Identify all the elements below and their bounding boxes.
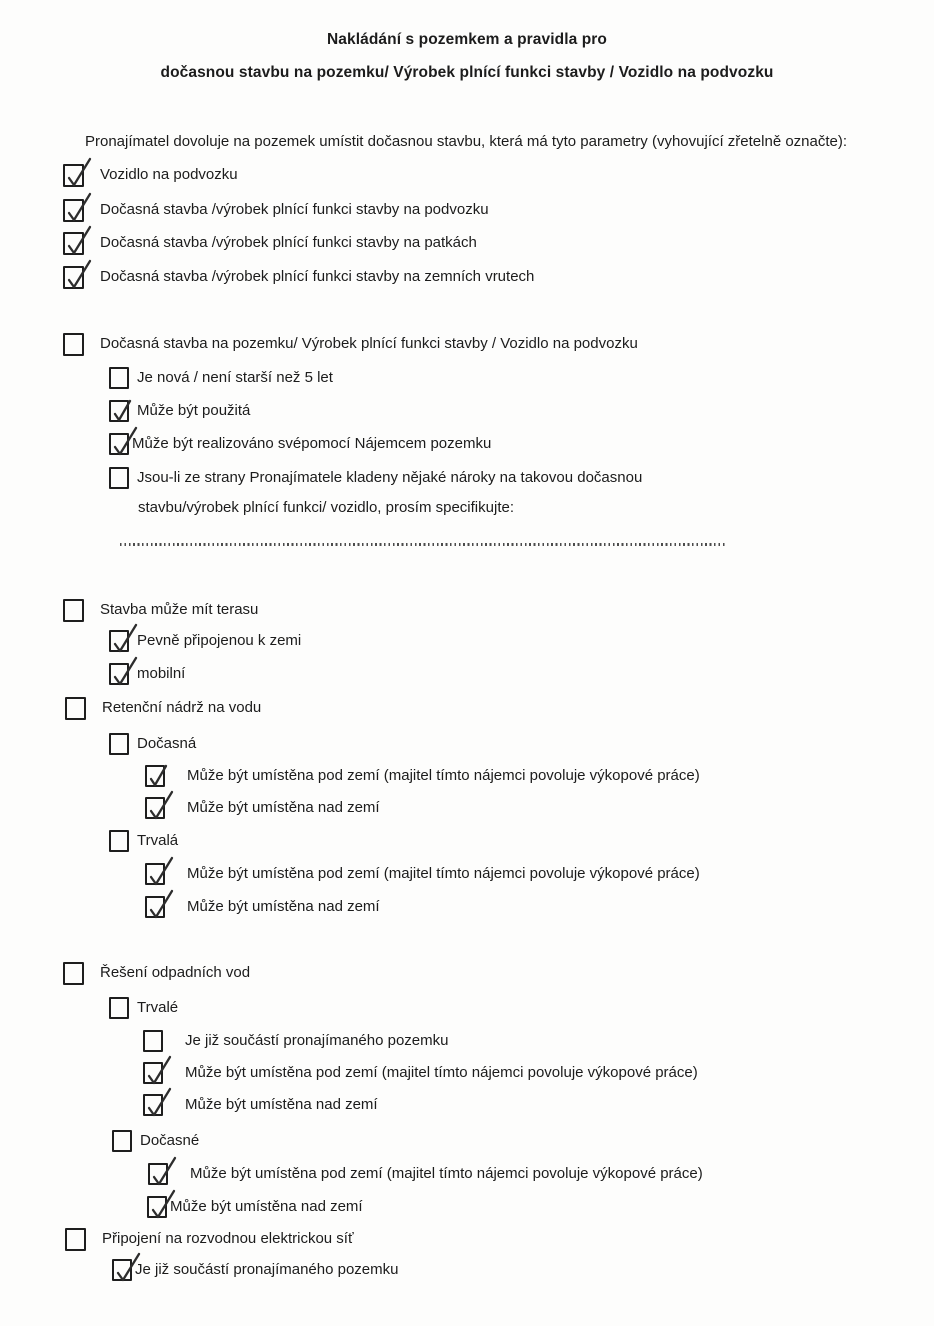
checkbox-row — [109, 400, 250, 422]
checkbox[interactable] — [109, 467, 129, 489]
checkmark-icon — [110, 397, 134, 425]
checkbox-row — [109, 733, 196, 755]
intro-paragraph: Pronajímatel dovoluje na pozemek umístit dočasnou stavbu, která má tyto parametry (vyhovující zřetelně označte): — [85, 133, 848, 150]
form-title-line2: dočasnou stavbu na pozemku/ Výrobek plnící funkci stavby / Vozidlo na podvozku — [160, 64, 774, 81]
checkbox-label: Může být umístěna pod zemí (majitel tímto nájemci povoluje výkopové práce) — [190, 1165, 703, 1182]
checkbox-label: Je nová / není starší než 5 let — [137, 369, 333, 386]
checkbox-row — [109, 630, 301, 652]
checkbox-label: Je již součástí pronajímaného pozemku — [185, 1032, 449, 1049]
checkbox[interactable] — [145, 797, 165, 819]
checkbox-label: Dočasná stavba /výrobek plnící funkci stavby na patkách — [100, 234, 477, 251]
checkbox[interactable] — [109, 433, 129, 455]
checkbox-row — [63, 333, 638, 356]
checkbox-label-line2: stavbu/výrobek plnící funkci/ vozidlo, prosím specifikujte: — [138, 499, 514, 516]
checkbox-label: Může být realizováno svépomocí Nájemcem pozemku — [132, 435, 492, 452]
checkbox-row — [63, 199, 489, 222]
checkbox-row — [143, 1030, 448, 1052]
checkbox[interactable] — [63, 266, 84, 289]
checkbox[interactable] — [109, 830, 129, 852]
checkbox-label: Trvalá — [137, 832, 179, 849]
checkmark-icon — [143, 1050, 173, 1088]
checkbox-row — [109, 830, 178, 852]
checkbox[interactable] — [63, 232, 84, 255]
form-title-line1: Nakládání s pozemkem a pravidla pro — [326, 31, 608, 48]
checkbox[interactable] — [143, 1062, 163, 1084]
checkbox-row — [109, 467, 642, 489]
checkbox[interactable] — [145, 765, 165, 787]
checkbox-row — [143, 1094, 378, 1116]
checkmark-icon — [146, 762, 170, 790]
checkbox-label: Pevně připojenou k zemi — [137, 632, 302, 649]
checkbox[interactable] — [112, 1259, 132, 1281]
checkbox[interactable] — [145, 863, 165, 885]
checkbox[interactable] — [109, 733, 129, 755]
checkbox-label: Může být umístěna pod zemí (majitel tímto nájemci povoluje výkopové práce) — [185, 1064, 698, 1081]
checkbox-row — [63, 232, 477, 255]
fill-in-dotted-line[interactable] — [120, 543, 725, 546]
checkbox[interactable] — [109, 997, 129, 1019]
checkbox-row — [112, 1259, 398, 1281]
checkmark-icon — [148, 1151, 178, 1189]
checkbox-row — [143, 1062, 698, 1084]
checkbox-row — [148, 1163, 703, 1185]
checkbox-label: Jsou-li ze strany Pronajímatele kladeny nějaké nároky na takovou dočasnou — [137, 469, 643, 486]
checkbox[interactable] — [112, 1130, 132, 1152]
checkbox-row — [145, 797, 380, 819]
checkbox-label: Dočasná stavba na pozemku/ Výrobek plnící funkci stavby / Vozidlo na podvozku — [100, 335, 638, 352]
checkbox[interactable] — [143, 1094, 163, 1116]
checkbox[interactable] — [63, 164, 84, 187]
checkbox-label: Může být umístěna nad zemí — [187, 898, 380, 915]
checkbox-row — [145, 896, 380, 918]
checkbox-label: Připojení na rozvodnou elektrickou síť — [102, 1230, 354, 1247]
checkbox[interactable] — [63, 599, 84, 622]
checkbox-label: Řešení odpadních vod — [100, 964, 251, 981]
checkbox-row — [63, 164, 238, 187]
checkbox-row — [63, 962, 250, 985]
checkmark-icon — [145, 851, 175, 889]
checkbox-label: Dočasná stavba /výrobek plnící funkci stavby na zemních vrutech — [100, 268, 535, 285]
checkbox-label: Vozidlo na podvozku — [100, 166, 238, 183]
checkbox-label: Dočasné — [140, 1132, 200, 1149]
checkbox-label: Může být umístěna pod zemí (majitel tímto nájemci povoluje výkopové práce) — [187, 865, 700, 882]
checkbox[interactable] — [65, 697, 86, 720]
checkmark-icon — [143, 1082, 173, 1120]
checkbox-row — [109, 367, 333, 389]
checkbox[interactable] — [147, 1196, 167, 1218]
checkbox-row — [63, 266, 534, 289]
checkbox-row — [65, 697, 261, 720]
checkbox-label: mobilní — [137, 665, 186, 682]
checkmark-icon — [63, 152, 93, 190]
checkbox-row — [109, 433, 491, 455]
checkbox-label: Retenční nádrž na vodu — [102, 699, 262, 716]
checkbox-label: Dočasná stavba /výrobek plnící funkci stavby na podvozku — [100, 201, 489, 218]
checkbox[interactable] — [65, 1228, 86, 1251]
checkmark-icon — [145, 884, 175, 922]
checkmark-icon — [109, 618, 139, 656]
checkbox-row — [112, 1130, 199, 1152]
checkbox[interactable] — [143, 1030, 163, 1052]
checkmark-icon — [145, 785, 175, 823]
checkbox-label: Může být umístěna pod zemí (majitel tímto nájemci povoluje výkopové práce) — [187, 767, 700, 784]
checkmark-icon — [63, 187, 93, 225]
checkbox[interactable] — [63, 199, 84, 222]
checkbox-label: Dočasná — [137, 735, 197, 752]
checkbox-label: Trvalé — [137, 999, 179, 1016]
checkbox-row — [109, 997, 178, 1019]
checkbox[interactable] — [145, 896, 165, 918]
checkmark-icon — [109, 651, 139, 689]
checkbox-label: Stavba může mít terasu — [100, 601, 259, 618]
checkbox-row — [65, 1228, 354, 1251]
checkbox-row — [109, 663, 185, 685]
checkbox[interactable] — [148, 1163, 168, 1185]
checkbox[interactable] — [109, 400, 129, 422]
checkbox-label: Je již součástí pronajímaného pozemku — [135, 1261, 399, 1278]
checkbox-row — [147, 1196, 363, 1218]
checkbox[interactable] — [63, 333, 84, 356]
checkbox[interactable] — [109, 367, 129, 389]
checkmark-icon — [63, 254, 93, 292]
checkbox-row — [63, 599, 258, 622]
checkbox[interactable] — [109, 663, 129, 685]
checkbox-label: Může být použitá — [137, 402, 251, 419]
checkbox[interactable] — [109, 630, 129, 652]
checkbox[interactable] — [63, 962, 84, 985]
checkbox-row — [145, 863, 700, 885]
checkmark-icon — [63, 220, 93, 258]
checkbox-label: Může být umístěna nad zemí — [185, 1096, 378, 1113]
checkbox-label: Může být umístěna nad zemí — [170, 1198, 363, 1215]
checkbox-row — [145, 765, 700, 787]
checkbox-label: Může být umístěna nad zemí — [187, 799, 380, 816]
